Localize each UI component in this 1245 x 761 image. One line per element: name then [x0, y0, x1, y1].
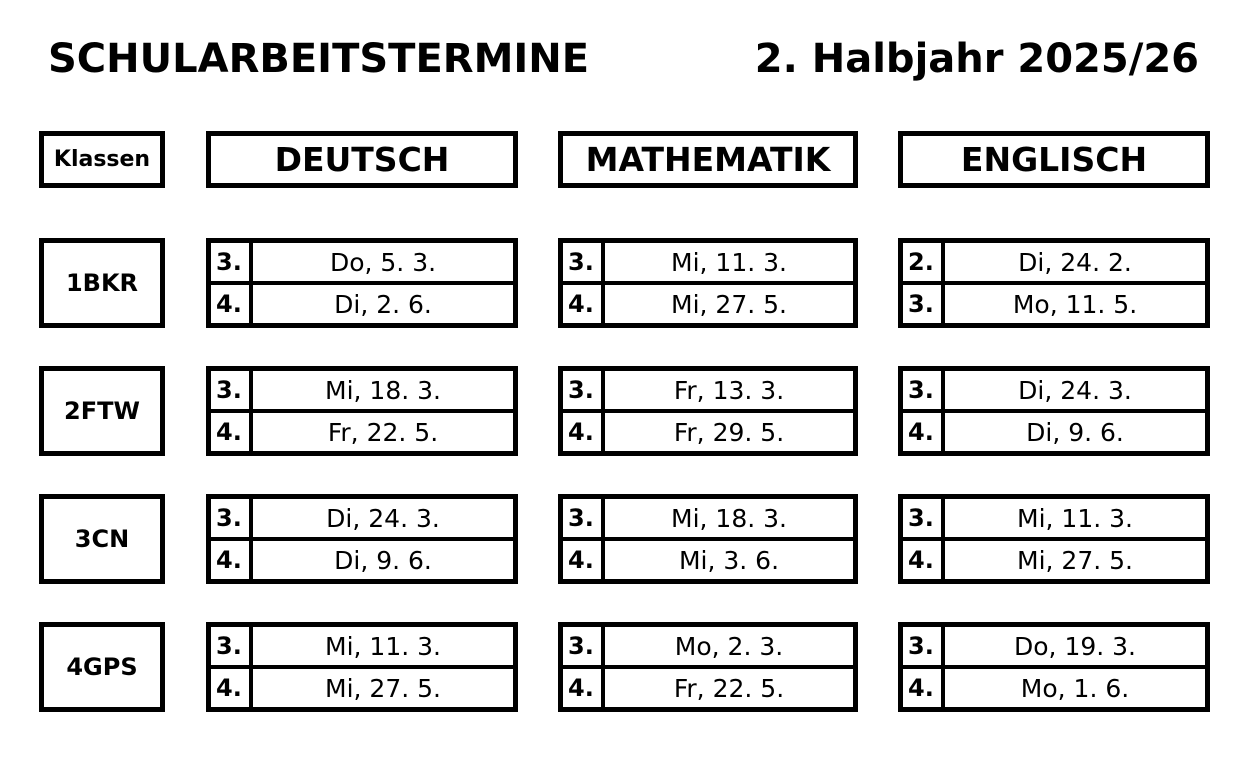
exam-date: Di, 24. 3. [1018, 375, 1132, 405]
exam-cell-englisch [898, 238, 1210, 328]
exam-number: 2. [903, 243, 945, 281]
exam-date: Do, 5. 3. [329, 247, 437, 277]
exam-number: 3. [211, 243, 253, 281]
exam-entry [211, 243, 513, 281]
exam-date: Mi, 11. 3. [671, 247, 787, 277]
exam-cell-mathematik [558, 366, 858, 456]
exam-number: 3. [211, 627, 253, 665]
exam-cell-deutsch [206, 366, 518, 456]
exam-number: 3. [563, 243, 605, 281]
exam-entry [211, 281, 513, 323]
exam-date: Fr, 22. 5. [673, 673, 785, 703]
exam-entry [211, 665, 513, 707]
exam-entry [563, 627, 853, 665]
exam-entry [211, 537, 513, 579]
exam-number: 3. [563, 499, 605, 537]
header-deutsch: DEUTSCH [206, 131, 518, 188]
exam-number: 4. [563, 285, 605, 323]
exam-date: Mi, 27. 5. [1017, 545, 1133, 575]
exam-number: 3. [211, 499, 253, 537]
exam-cell-englisch [898, 622, 1210, 712]
exam-entry [563, 281, 853, 323]
exam-number: 3. [903, 285, 945, 323]
exam-date: Mi, 11. 3. [1017, 503, 1133, 533]
exam-entry [903, 665, 1205, 707]
exam-date: Mo, 11. 5. [1012, 289, 1138, 319]
exam-date: Mo, 1. 6. [1020, 673, 1130, 703]
exam-number: 3. [211, 371, 253, 409]
exam-entry [903, 499, 1205, 537]
exam-number: 4. [211, 669, 253, 707]
header-klassen: Klassen [39, 131, 165, 188]
exam-date: Mi, 11. 3. [325, 631, 441, 661]
exam-entry [903, 627, 1205, 665]
exam-number: 4. [903, 541, 945, 579]
exam-number: 4. [563, 669, 605, 707]
class-label: 2FTW [39, 366, 165, 456]
header-englisch: ENGLISCH [898, 131, 1210, 188]
exam-number: 3. [903, 627, 945, 665]
exam-date: Di, 9. 6. [334, 545, 432, 575]
exam-cell-englisch [898, 494, 1210, 584]
exam-date: Di, 24. 2. [1018, 247, 1132, 277]
exam-entry [903, 281, 1205, 323]
exam-date: Mo, 2. 3. [674, 631, 784, 661]
exam-entry [903, 537, 1205, 579]
header-mathematik: MATHEMATIK [558, 131, 858, 188]
semester-title: 2. Halbjahr 2025/26 [754, 36, 1199, 82]
exam-date: Fr, 22. 5. [327, 417, 439, 447]
exam-cell-mathematik [558, 238, 858, 328]
exam-number: 4. [563, 413, 605, 451]
class-label: 3CN [39, 494, 165, 584]
exam-entry [903, 243, 1205, 281]
exam-date: Mi, 3. 6. [678, 545, 780, 575]
exam-entry [563, 371, 853, 409]
page-title: SCHULARBEITSTERMINE [48, 36, 590, 82]
exam-date: Mi, 18. 3. [671, 503, 787, 533]
exam-cell-mathematik [558, 494, 858, 584]
exam-number: 4. [211, 541, 253, 579]
class-label: 4GPS [39, 622, 165, 712]
exam-entry [211, 371, 513, 409]
exam-date: Fr, 29. 5. [673, 417, 785, 447]
exam-cell-mathematik [558, 622, 858, 712]
exam-entry [563, 665, 853, 707]
exam-date: Di, 24. 3. [326, 503, 440, 533]
exam-date: Di, 9. 6. [1026, 417, 1124, 447]
exam-cell-deutsch [206, 238, 518, 328]
class-label: 1BKR [39, 238, 165, 328]
exam-entry [903, 409, 1205, 451]
exam-entry [563, 499, 853, 537]
exam-date: Di, 2. 6. [334, 289, 432, 319]
exam-entry [563, 537, 853, 579]
exam-entry [563, 243, 853, 281]
exam-number: 4. [211, 285, 253, 323]
exam-entry [563, 409, 853, 451]
exam-entry [211, 499, 513, 537]
exam-date: Mi, 27. 5. [325, 673, 441, 703]
exam-cell-deutsch [206, 622, 518, 712]
exam-number: 3. [563, 627, 605, 665]
exam-number: 3. [563, 371, 605, 409]
exam-date: Do, 19. 3. [1014, 631, 1136, 661]
exam-entry [211, 627, 513, 665]
exam-cell-englisch [898, 366, 1210, 456]
exam-date: Mi, 18. 3. [325, 375, 441, 405]
exam-date: Mi, 27. 5. [671, 289, 787, 319]
exam-number: 4. [903, 669, 945, 707]
exam-entry [211, 409, 513, 451]
exam-number: 4. [211, 413, 253, 451]
exam-number: 4. [903, 413, 945, 451]
exam-number: 3. [903, 499, 945, 537]
exam-date: Fr, 13. 3. [673, 375, 785, 405]
exam-entry [903, 371, 1205, 409]
exam-number: 3. [903, 371, 945, 409]
exam-number: 4. [563, 541, 605, 579]
exam-cell-deutsch [206, 494, 518, 584]
